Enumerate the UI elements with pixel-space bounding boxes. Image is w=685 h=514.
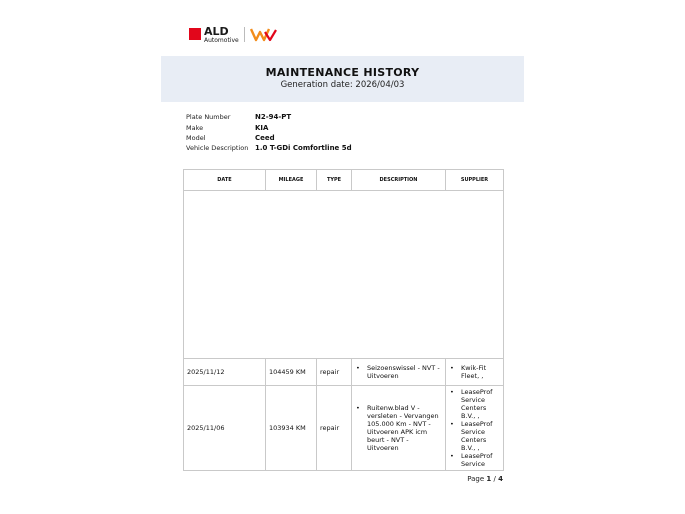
cell-supplier	[446, 359, 504, 386]
cell-date: 2025/11/06	[184, 386, 266, 471]
logo-divider	[244, 27, 245, 42]
table-row	[184, 359, 504, 386]
cell-description	[352, 359, 446, 386]
cell-supplier	[446, 386, 504, 471]
model-label: Model	[186, 134, 206, 142]
make-label: Make	[186, 124, 204, 132]
vehicle-desc-label: Vehicle Description	[186, 144, 249, 152]
ald-logo-text: ALD	[204, 25, 229, 38]
col-header-date: DATE	[184, 170, 266, 191]
page-current: 1	[486, 475, 492, 483]
header-band	[161, 56, 524, 102]
page-total: 4	[498, 475, 503, 483]
cell-date: 2025/11/12	[184, 359, 266, 386]
col-header-type: TYPE	[317, 170, 352, 191]
col-header-description: DESCRIPTION	[352, 170, 446, 191]
cell-mileage: 104459 KM	[266, 359, 317, 386]
plate-label: Plate Number	[186, 113, 231, 121]
cell-type: repair	[317, 359, 352, 386]
supplier-item: • LeaseProf Service	[449, 452, 500, 468]
description-item: • Seizoenswissel - NVT - Uitvoeren	[355, 364, 442, 380]
ald-logo-square	[189, 28, 201, 40]
supplier-item: • LeaseProf Service Centers B.V., ,	[449, 420, 500, 452]
col-header-mileage: MILEAGE	[266, 170, 317, 191]
supplier-item: • LeaseProf Service Centers B.V., ,	[449, 388, 500, 420]
table-header-row	[184, 170, 504, 191]
generation-date: Generation date: 2026/04/03	[280, 80, 405, 90]
page-title: MAINTENANCE HISTORY	[265, 66, 420, 79]
cell-description	[352, 386, 446, 471]
page-number	[460, 475, 503, 483]
cell-type: repair	[317, 386, 352, 471]
vehicle-desc-value: 1.0 T-GDi Comfortline 5d	[255, 144, 352, 152]
ald-logo-subtext: Automotive	[204, 37, 239, 44]
model-value: Ceed	[255, 134, 275, 142]
maintenance-table	[183, 169, 504, 471]
table-blank-row	[184, 191, 504, 359]
supplier-item: • Kwik-Fit Fleet, ,	[449, 364, 500, 380]
page-word: Page	[467, 475, 485, 483]
col-header-supplier: SUPPLIER	[446, 170, 504, 191]
partner-logo-icon	[250, 27, 277, 42]
plate-value: N2-94-PT	[255, 113, 292, 121]
table-row	[184, 386, 504, 471]
description-item: • Ruitenw.blad V - versleten - Vervangen 105.000 Km - NVT - Uitvoeren APK icm beurt - NVT - Uitvoeren	[355, 404, 442, 452]
cell-mileage: 103934 KM	[266, 386, 317, 471]
make-value: KIA	[255, 124, 269, 132]
page-sep: /	[493, 475, 496, 483]
